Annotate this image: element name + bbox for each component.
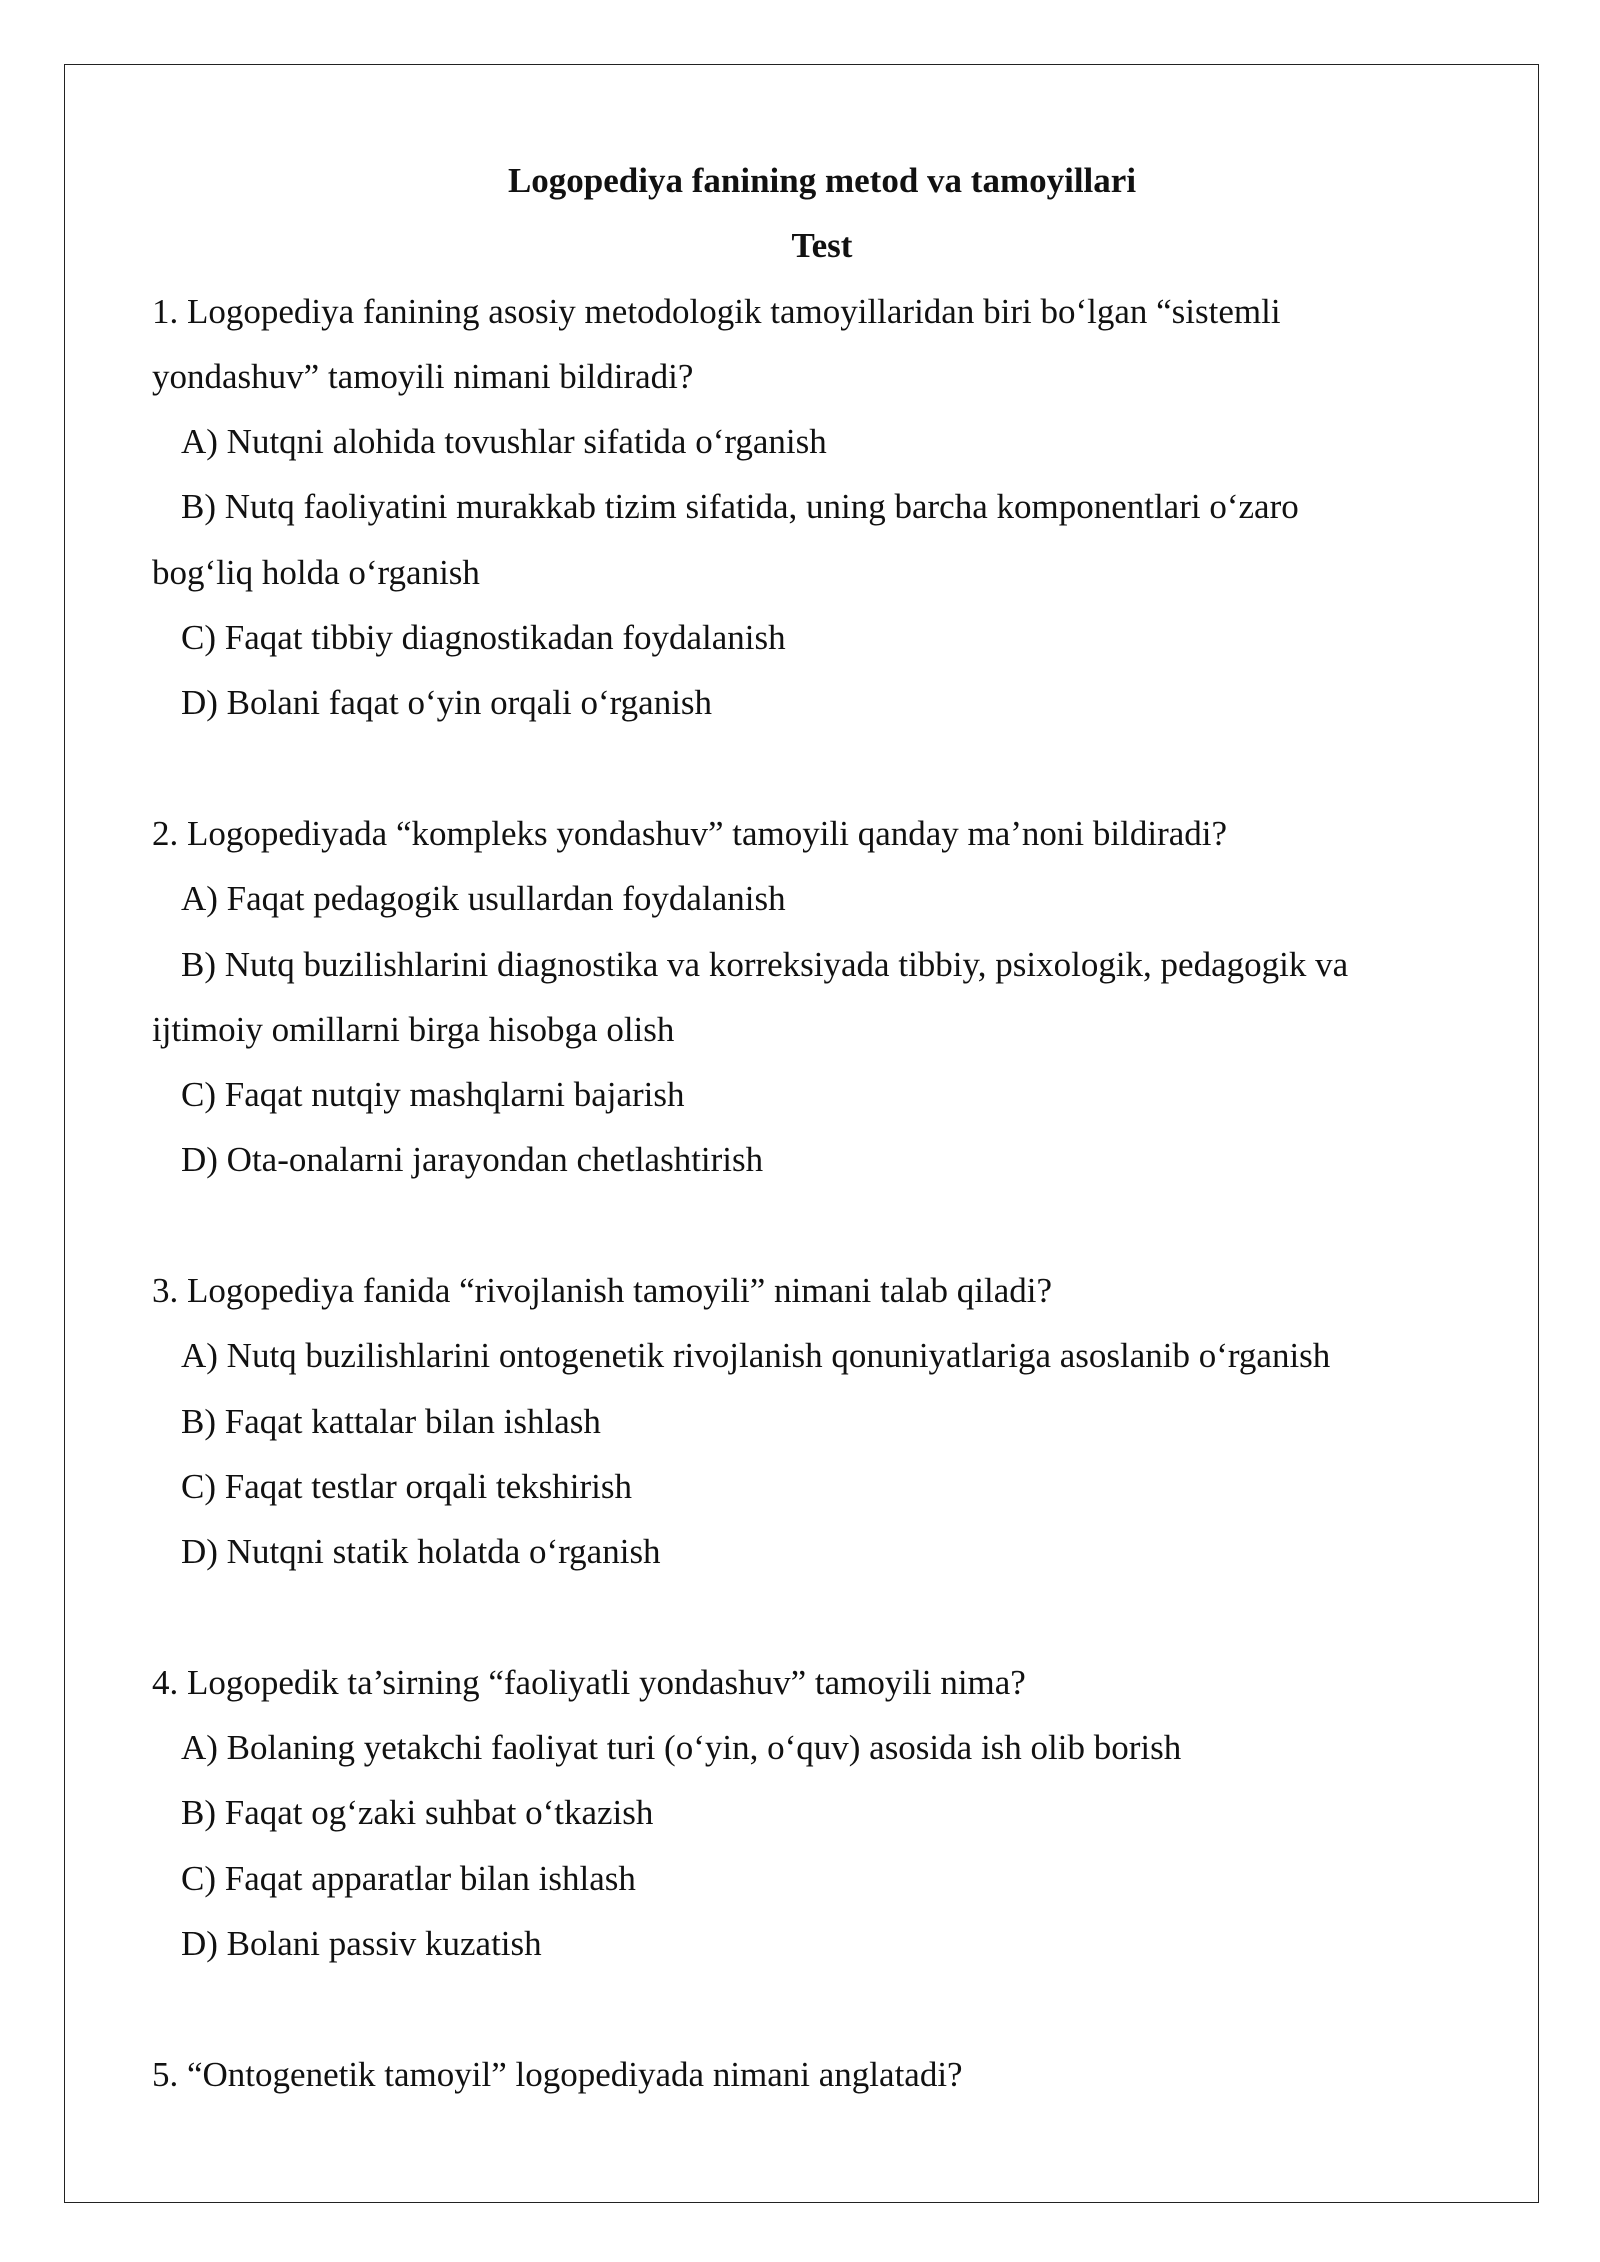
question-text: 5. “Ontogenetik tamoyil” logopediyada nimani anglatadi? [152,2054,963,2094]
answer-option-a: A) Faqat pedagogik usullardan foydalanish [181,879,786,919]
question-text: 3. Logopediya fanida “rivojlanish tamoyili” nimani talab qiladi? [152,1271,1053,1311]
document-title: Logopediya fanining metod va tamoyillari [507,161,1137,200]
spacer [152,736,1452,801]
question-5 [152,2042,1452,2107]
answer-option-b-continued: ijtimoiy omillarni birga hisobga olish [152,1009,675,1049]
answer-option-c: C) Faqat apparatlar bilan ishlash [181,1858,636,1898]
question-2 [152,801,1452,1193]
answer-option-d: D) Ota-onalarni jarayondan chetlashtirish [181,1140,764,1180]
spacer [152,1193,1452,1258]
answer-option-c: C) Faqat testlar orqali tekshirish [181,1466,633,1506]
answer-option-b: B) Nutq faoliyatini murakkab tizim sifatida, uning barcha komponentlari o‘zaro [181,487,1299,527]
spacer [152,1976,1452,2041]
answer-option-b: B) Faqat og‘zaki suhbat o‘tkazish [181,1793,654,1833]
answer-option-c: C) Faqat tibbiy diagnostikadan foydalanish [181,618,786,658]
question-text: yondashuv” tamoyili nimani bildiradi? [152,356,694,396]
answer-option-d: D) Nutqni statik holatda o‘rganish [181,1532,661,1572]
answer-option-b: B) Nutq buzilishlarini diagnostika va korreksiyada tibbiy, psixologik, pedagogik va [181,944,1349,984]
answer-option-a: A) Nutq buzilishlarini ontogenetik rivojlanish qonuniyatlariga asoslanib o‘rganish [181,1336,1331,1376]
answer-option-c: C) Faqat nutqiy mashqlarni bajarish [181,1075,685,1115]
document-subtitle: Test [791,226,853,266]
answer-option-a: A) Nutqni alohida tovushlar sifatida o‘rganish [181,422,827,462]
question-1 [152,279,1452,736]
question-3 [152,1258,1452,1584]
answer-option-d: D) Bolani passiv kuzatish [181,1924,542,1964]
spacer [152,1585,1452,1650]
answer-option-d: D) Bolani faqat o‘yin orqali o‘rganish [181,683,713,723]
question-text: 4. Logopedik ta’sirning “faoliyatli yondashuv” tamoyili nima? [152,1662,1026,1702]
question-text: 1. Logopediya fanining asosiy metodologik tamoyillaridan biri bo‘lgan “sistemli [152,291,1281,331]
document-body [152,148,1452,2107]
answer-option-a: A) Bolaning yetakchi faoliyat turi (o‘yin, o‘quv) asosida ish olib borish [181,1728,1182,1768]
answer-option-b-continued: bog‘liq holda o‘rganish [152,552,480,592]
answer-option-b: B) Faqat kattalar bilan ishlash [181,1401,601,1441]
question-text: 2. Logopediyada “kompleks yondashuv” tamoyili qanday ma’noni bildiradi? [152,813,1228,853]
question-4 [152,1650,1452,1976]
